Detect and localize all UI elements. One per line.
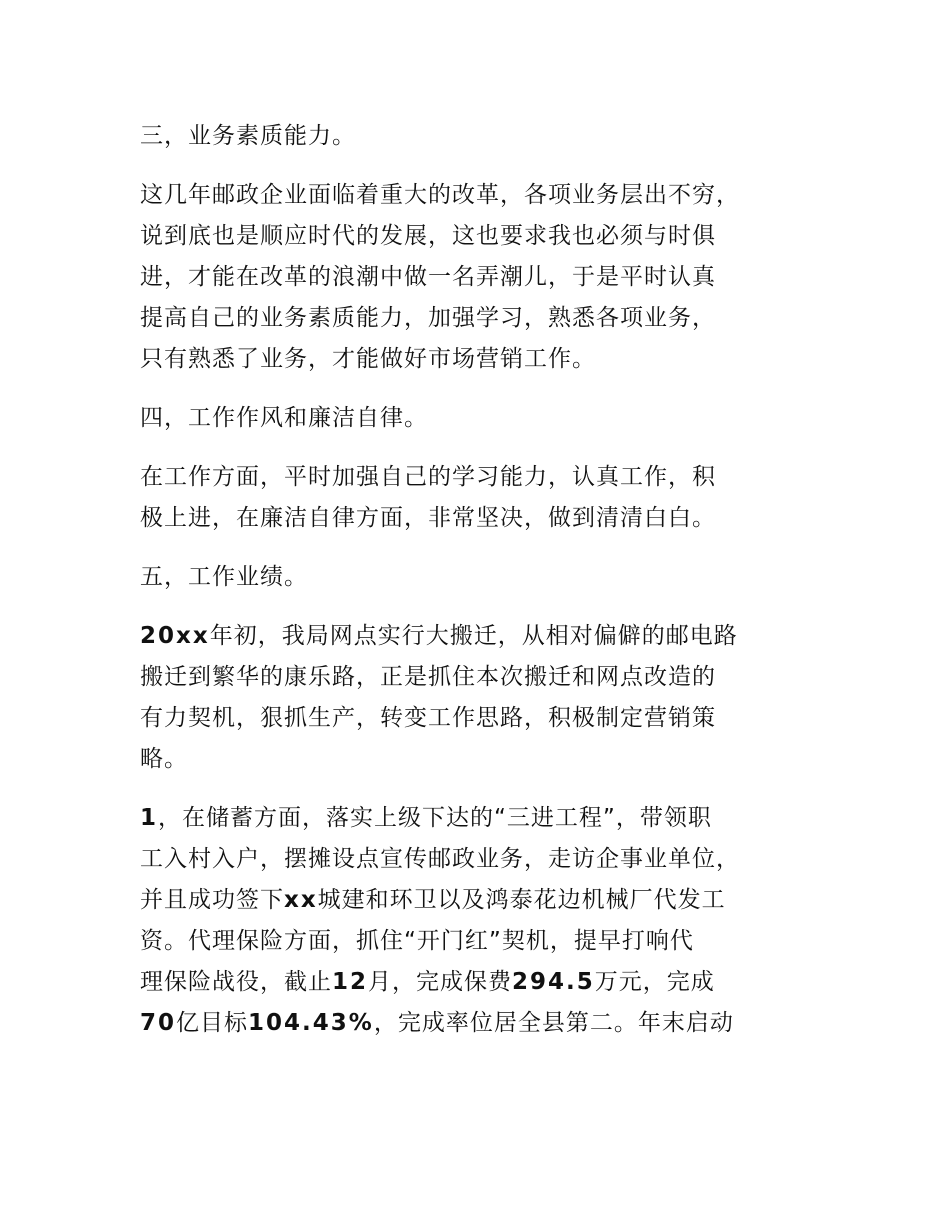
bold-text: xx: [284, 887, 318, 913]
paragraph-line: [140, 1003, 820, 1044]
line-text: 万元，完成: [594, 969, 715, 995]
line-text: 年初，我局网点实行大搬迁，从相对偏僻的邮电路: [209, 623, 738, 649]
paragraph-line: [140, 962, 820, 1003]
paragraph-line: [140, 798, 820, 839]
year-text: 20xx: [140, 623, 210, 649]
bold-number: 12: [332, 969, 369, 995]
paragraph-line: 这几年邮政企业面临着重大的改革，各项业务层出不穷，: [140, 182, 740, 208]
paragraph-line: 进，才能在改革的浪潮中做一名弄潮儿，于是平时认真: [140, 264, 716, 290]
paragraph-line: 略。: [140, 746, 188, 772]
bold-number: 104.43%: [248, 1010, 374, 1036]
item-number: 1: [140, 805, 159, 831]
line-text: 城建和环卫以及鸿泰花边机械厂代发工: [317, 887, 726, 913]
section-4-heading: 四，工作作风和廉洁自律。: [140, 405, 428, 431]
paragraph-line: 搬迁到繁华的康乐路，正是抓住本次搬迁和网点改造的: [140, 664, 716, 690]
bold-number: 70: [140, 1010, 177, 1036]
paragraph-line: 资。代理保险方面，抓住“开门红”契机，提早打响代: [140, 928, 694, 954]
bold-number: 294.5: [512, 969, 595, 995]
paragraph-line: 工入村入户，摆摊设点宣传邮政业务，走访企事业单位，: [140, 846, 740, 872]
document-body: [140, 116, 820, 1044]
section-5-paragraph-1: [140, 616, 820, 780]
section-3-heading: 三，业务素质能力。: [140, 123, 356, 149]
section-5-paragraph-2: [140, 798, 820, 1044]
line-text: 理保险战役，截止: [140, 969, 332, 995]
line-text: 并且成功签下: [140, 887, 284, 913]
line-text: 亿目标: [176, 1010, 249, 1036]
line-text: 月，完成保费: [368, 969, 513, 995]
section-4-paragraph: [140, 457, 820, 539]
paragraph-line: 说到底也是顺应时代的发展，这也要求我也必须与时俱: [140, 223, 716, 249]
section-5-heading: 五，工作业绩。: [140, 564, 308, 590]
line-text: ，完成率位居全县第二。年末启动: [373, 1010, 734, 1036]
paragraph-line: 只有熟悉了业务，才能做好市场营销工作。: [140, 346, 596, 372]
paragraph-line: [140, 616, 820, 657]
section-3-paragraph: [140, 175, 820, 380]
paragraph-line: 在工作方面，平时加强自己的学习能力，认真工作，积: [140, 464, 716, 490]
line-text: ，在储蓄方面，落实上级下达的“三进工程”，带领职: [158, 805, 712, 831]
paragraph-line: 有力契机，狠抓生产，转变工作思路，积极制定营销策: [140, 705, 716, 731]
paragraph-line: [140, 880, 820, 921]
paragraph-line: 提高自己的业务素质能力，加强学习，熟悉各项业务，: [140, 305, 716, 331]
paragraph-line: 极上进，在廉洁自律方面，非常坚决，做到清清白白。: [140, 505, 716, 531]
